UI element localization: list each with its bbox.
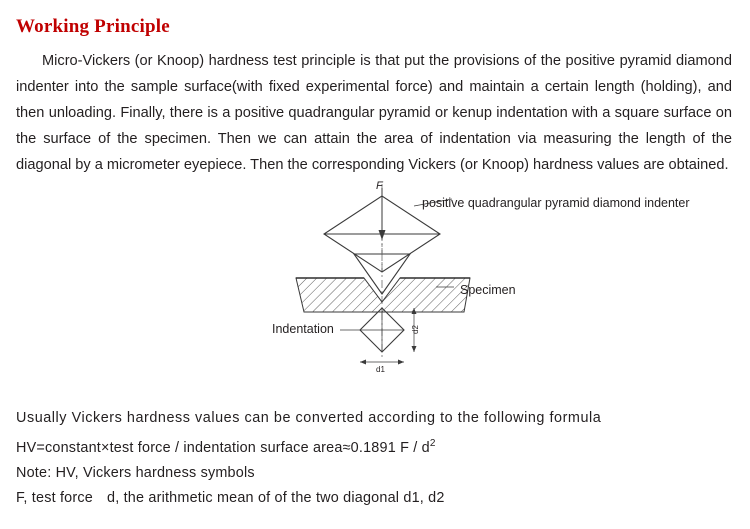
formula-line: [16, 431, 740, 461]
formula-notes: [16, 406, 740, 511]
diagram-svg: [264, 182, 744, 378]
formula-intro-line: Usually Vickers hardness values can be converted according to the following formula: [16, 410, 602, 426]
principle-paragraph: Micro-Vickers (or Knoop) hardness test principle is that put the provisions of the positive pyramid diamond indenter into the sample surface(with fixed experimental force) and maintain a certain length (holding), and then unloading. Finally, there is a positive quadrangular pyramid or kenup indentation with a square surface on the surface of the specimen. Then we can attain the area of indentation via measuring the length of the diagonal by a micrometer eyepiece. Then the corresponding Vickers (or Knoop) hardness values are obtained.: [16, 53, 732, 173]
figure-specimen-label: Specimen: [460, 283, 516, 297]
figure-indenter-label: positive quadrangular pyramid diamond indenter: [422, 196, 690, 210]
figure-container: [14, 182, 738, 382]
note-line: Note: HV, Vickers hardness symbols: [16, 464, 255, 481]
formula-exponent: 2: [429, 438, 436, 449]
symbol-diagonal-mean: d, the arithmetic mean of of the two diagonal d1, d2: [106, 489, 445, 506]
figure-indentation-label: Indentation: [272, 322, 334, 336]
symbols-line: [16, 486, 740, 511]
symbol-force: F, test force: [16, 489, 93, 506]
vickers-principle-diagram: [264, 182, 744, 378]
figure-force-label: F: [376, 180, 383, 192]
formula-expression: HV=constant×test force / indentation surface area≈0.1891 F / d: [16, 439, 430, 456]
svg-text:d2: d2: [411, 325, 420, 334]
svg-text:d1: d1: [376, 365, 385, 374]
page-title: Working Principle: [16, 16, 170, 37]
